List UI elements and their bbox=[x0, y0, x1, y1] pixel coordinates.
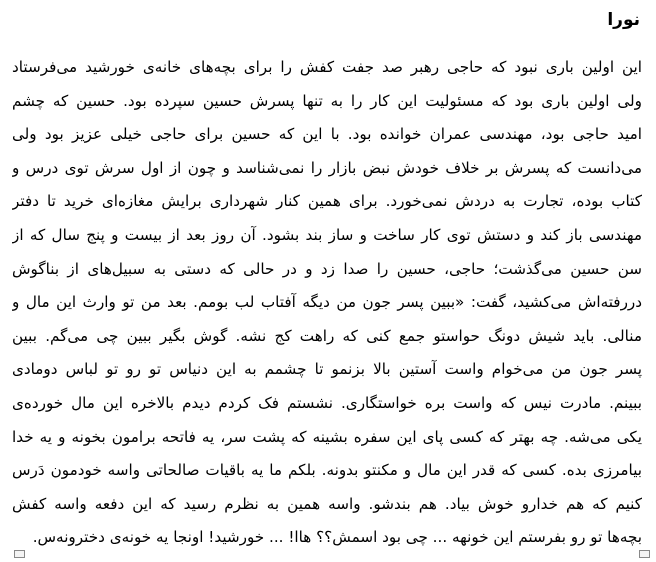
text-line: یکی می‌شه. چه بهتر که کسی پای این سفره بشینه که پشت سر، یه فاتحه برامون بخونه و یه خدا bbox=[12, 427, 642, 446]
text-line: ببینم. مادرت نیس که واست بره خواستگاری. نشستم فک کردم دیدم بالاخره این مال خورده‌ی bbox=[12, 393, 642, 412]
text-line: این اولین باری نبود که حاجی رهبر صد جفت کفش را برای بچه‌های خانه‌ی خورشید می‌فرستاد bbox=[12, 58, 642, 76]
text-line: می‌دانست که پسرش بر خلاف خودش نبض بازار را نمی‌شناسد و چون از اول سرش توی درس و bbox=[12, 158, 642, 177]
text-line: سن حسین می‌گذشت؛ حاجی، حسین را صدا زد و در حالی که دستی به سبیل‌های از بناگوش bbox=[12, 259, 642, 278]
text-line: کنیم که هم خدارو خوش بیاد. هم بندشو. واسه همین به نظرم رسید که این دفعه واسه کفش bbox=[12, 494, 642, 513]
text-line: امید حاجی بود، مهندسی عمران خوانده بود. با این که حسین برای حاجی خیلی عزیز بود ولی bbox=[12, 125, 642, 144]
text-line: کتاب بوده، تجارت به دردش نمی‌خورد. برای همین کنار شهرداری برایش مغازه‌ای خرید تا دفتر bbox=[12, 192, 642, 211]
text-line: دررفته‌اش می‌کشید، گفت: «ببین پسر جون من دیگه آفتاب لب بومم. بعد من تو وارث این مال و bbox=[12, 293, 642, 312]
text-line: بیامرزی بده. کسی که قدر این مال و مکنتو بدونه. بلکم ما یه باقیات صالحاتی واسه خودمون دَرس bbox=[12, 461, 642, 480]
page-corner-marker bbox=[14, 550, 25, 558]
page-title: نورا bbox=[607, 10, 640, 30]
text-line: منالی. باید شیش دونگ حواستو جمع کنی که راهت کج نشه. گوش بگیر ببین چی می‌گم. ببین bbox=[12, 326, 642, 345]
text-line: مهندسی باز کند و دستش توی کار ساخت و ساز بند بشود. آن روز بعد از بیست و پنج سال که از bbox=[12, 225, 642, 244]
body-paragraph bbox=[12, 51, 642, 555]
text-line: پسر جون من می‌خوام واست آستین بالا بزنمو تا چشمم به این دنیاس تو رو تو لباس دومادی bbox=[12, 360, 642, 379]
text-line: ولی اولین باری بود که مسئولیت این کار را به تنها پسرش حسین سپرده بود. حسین که چشم bbox=[12, 91, 642, 110]
page-corner-marker bbox=[639, 550, 650, 558]
text-line: بچه‌ها تو رو بفرستم این خونهه ... چی بود اسمش؟؟ هاا! ... خورشید! اونجا یه خونه‌ی دخترونه‌س. bbox=[32, 528, 642, 547]
